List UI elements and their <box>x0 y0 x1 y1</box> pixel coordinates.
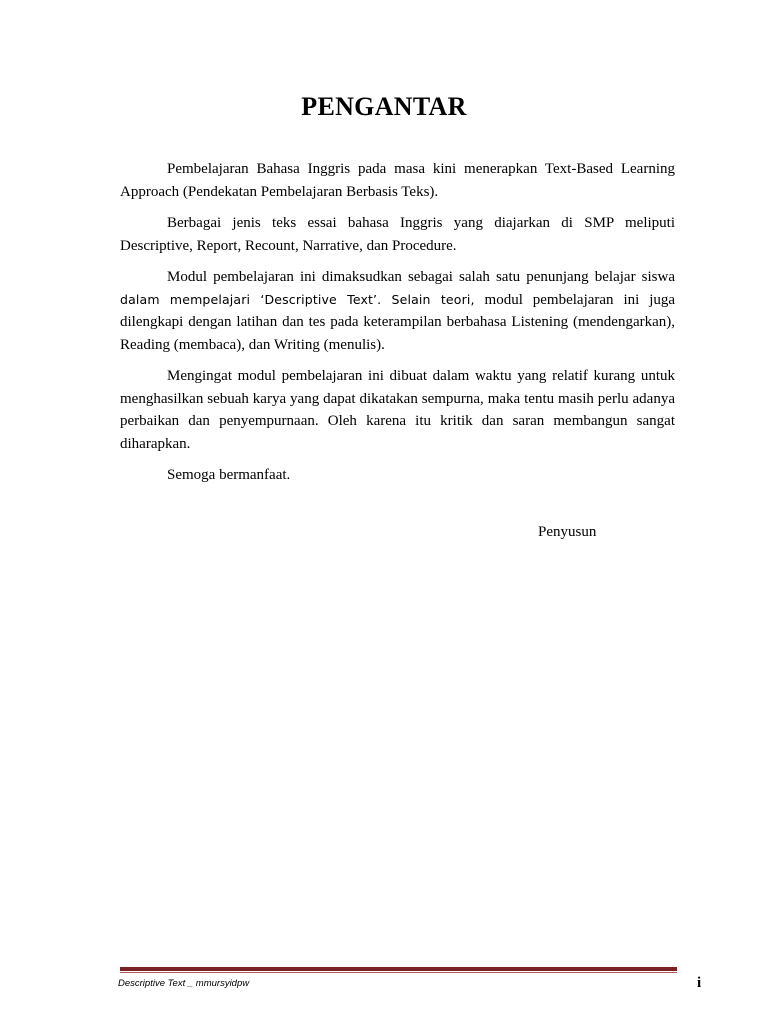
module-purpose-text-2: dalam mempelajari ‘Descriptive Text’. Selain teori, <box>120 291 475 307</box>
document-body <box>120 158 675 496</box>
signature: Penyusun <box>538 524 597 540</box>
paragraph-intro: Pembelajaran Bahasa Inggris pada masa kini menerapkan Text-Based Learning Approach (Pendekatan Pembelajaran Berbasis Teks). <box>120 161 675 200</box>
module-purpose-text-1: Modul pembelajaran ini dimaksudkan sebagai salah satu penunjang belajar siswa <box>167 269 675 285</box>
footer-rule-thin <box>120 972 677 973</box>
footer-rule <box>120 967 677 971</box>
paragraph-module-purpose <box>120 266 675 356</box>
page-title: PENGANTAR <box>301 92 467 121</box>
paragraph-text-types: Berbagai jenis teks essai bahasa Inggris yang diajarkan di SMP meliputi Descriptive, Report, Recount, Narrative, dan Procedure. <box>120 215 675 254</box>
paragraph-closing: Semoga bermanfaat. <box>167 467 291 483</box>
footer-text: Descriptive Text _ mmursyidpw <box>118 978 250 989</box>
module-purpose-text-3: modul pembelajaran ini juga dilengkapi dengan latihan dan tes pada keterampilan berbahasa Listening (mendengarkan), Reading (membaca), dan Writing (menulis). <box>120 291 676 353</box>
page-number: i <box>697 975 702 991</box>
paragraph-apology: Mengingat modul pembelajaran ini dibuat dalam waktu yang relatif kurang untuk menghasilkan sebuah karya yang dapat dikatakan sempurna, maka tentu masih perlu adanya perbaikan dan penyempurnaan. Oleh karena itu kritik dan saran membangun sangat diharapkan. <box>120 368 675 452</box>
